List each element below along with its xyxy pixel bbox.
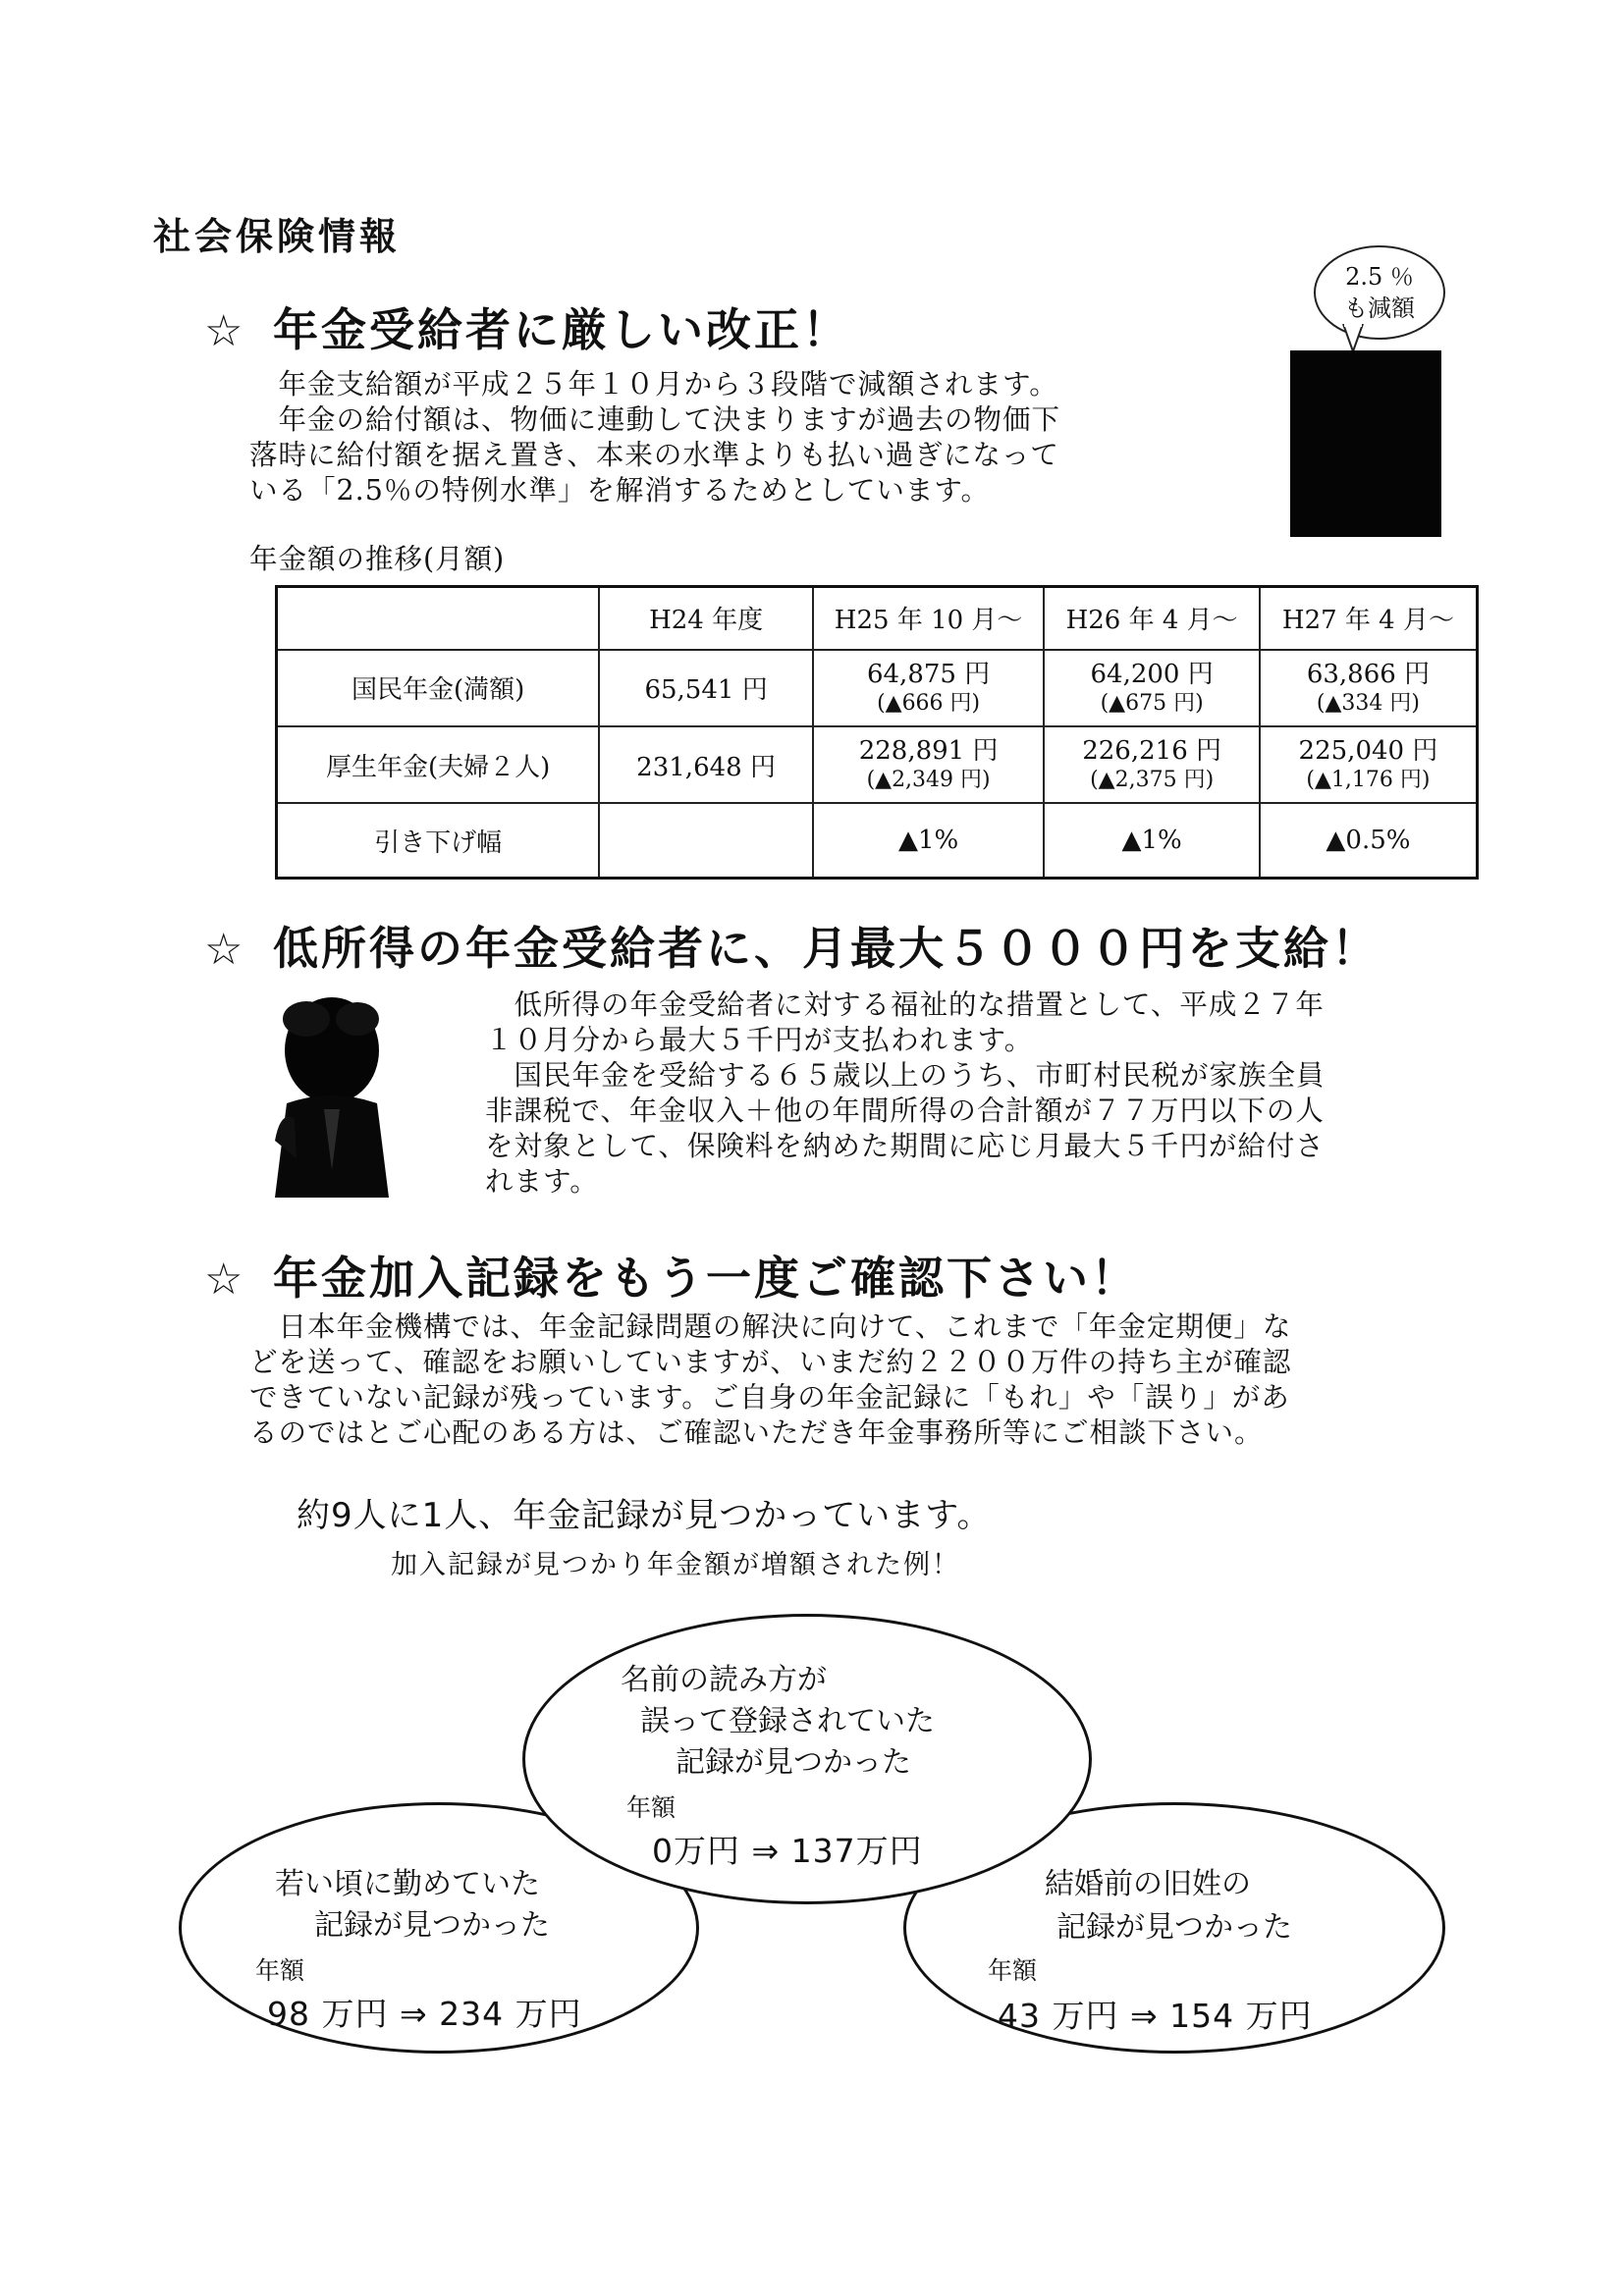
table-header-row [277,587,1478,650]
dark-illustration [1290,350,1441,537]
table-row [277,726,1478,803]
star-icon: ☆ [204,306,246,356]
example-left-amount: 98 万円 ⇒ 234 万円 [267,1995,582,2033]
table-header-cell: H24 年度 [599,587,813,650]
example-right-line: 記録が見つかった [1056,1910,1292,1945]
table-header-cell: H25 年 10 月～ [813,587,1044,650]
table-header-cell: H27 年 4 月～ [1260,587,1478,650]
row-label: 厚生年金(夫婦２人) [277,726,600,803]
article2-body [485,988,1326,1200]
row-label: 引き下げ幅 [277,803,600,878]
table-cell: ▲1% [813,803,1044,878]
article2-heading-text: 低所得の年金受給者に、月最大５０００円を支給！ [273,922,1380,975]
article1-heading [204,294,850,359]
section-label: 社会保険情報 [153,215,402,258]
pension-table [275,585,1479,880]
example-right-label: 年額 [988,1956,1038,1985]
h24-value: 231,648 円 [599,726,813,803]
example-top-line: 名前の読み方が [621,1663,827,1697]
example-top-amount: 0万円 ⇒ 137万円 [652,1832,923,1870]
article1-line: 落時に給付額を据え置き、本来の水準よりも払い過ぎになって [249,439,1059,471]
article1-line: いる「2.5％の特例水準」を解消するためとしています。 [249,474,991,507]
table-caption: 年金額の推移(月額) [249,543,506,575]
article3-line: どを送って、確認をお願いしていますが、いまだ約２２００万件の持ち主が確認 [249,1346,1292,1378]
bubble-line: も減額 [1344,294,1415,322]
subcallout: 加入記録が見つかり年金額が増額された例！ [391,1550,960,1580]
table-header-cell: H26 年 4 月～ [1044,587,1260,650]
example-right-amount: 43 万円 ⇒ 154 万円 [998,1997,1313,2035]
article3-line: できていない記録が残っています。ご自身の年金記録に「もれ」や「誤り」があ [249,1381,1290,1414]
table-cell: ▲1% [1044,803,1260,878]
article1-line: 年金支給額が平成２５年１０月から３段階で減額されます。 [249,368,1058,400]
callout: 約9人に1人、年金記録が見つかっています。 [297,1496,992,1535]
article2-line: 低所得の年金受給者に対する福祉的な措置として、平成２７年 [485,988,1325,1021]
table-header-cell [277,587,600,650]
table-cell: 64,875 円 (▲666 円) [813,650,1044,726]
example-right-line: 結婚前の旧姓の [1045,1867,1251,1901]
article3-heading-text: 年金加入記録をもう一度ご確認下さい！ [273,1252,1139,1305]
table-cell: 64,200 円 (▲675 円) [1044,650,1260,726]
article1-line: 年金の給付額は、物価に連動して決まりますが過去の物価下 [249,403,1061,436]
h24-value [599,803,813,878]
star-icon: ☆ [204,1255,246,1305]
table-cell: 225,040 円 (▲1,176 円) [1260,726,1478,803]
bubble-line: 2.5 ％ [1345,263,1414,291]
article1-body [249,367,1060,508]
table-cell: ▲0.5% [1260,803,1478,878]
example-left-label: 年額 [255,1956,305,1985]
article2-line: を対象として、保険料を納めた期間に応じ月最大５千円が給付さ [485,1130,1325,1162]
article3-line: るのではとご心配のある方は、ご確認いただき年金事務所等にご相談下さい。 [249,1416,1264,1449]
table-cell: 63,866 円 (▲334 円) [1260,650,1478,726]
article3-line: 日本年金機構では、年金記録問題の解決に向けて、これまで「年金定期便」な [249,1310,1292,1343]
article2-heading [204,913,1380,978]
article3-heading [204,1243,1139,1308]
example-top-line: 誤って登録されていた [640,1704,935,1738]
star-icon: ☆ [204,925,246,975]
example-left-line: 記録が見つかった [314,1908,550,1943]
speech-bubble [1314,245,1445,340]
article2-line: 非課税で、年金収入＋他の年間所得の合計額が７７万円以下の人 [485,1095,1325,1127]
example-top-label: 年額 [626,1793,677,1822]
article1-heading-text: 年金受給者に厳しい改正！ [273,303,850,356]
article2-line: れます。 [485,1165,599,1198]
example-left-line: 若い頃に勤めていた [275,1867,540,1901]
row-label: 国民年金(満額) [277,650,600,726]
h24-value: 65,541 円 [599,650,813,726]
person-illustration-icon [267,993,395,1200]
article2-line: １０月分から最大５千円が支払われます。 [485,1024,1034,1056]
table-cell: 226,216 円 (▲2,375 円) [1044,726,1260,803]
article2-line: 国民年金を受給する６５歳以上のうち、市町村民税が家族全員 [485,1059,1326,1092]
bubble-tail-icon [1341,324,1365,353]
table-row [277,650,1478,726]
table-cell: 228,891 円 (▲2,349 円) [813,726,1044,803]
table-row [277,803,1478,878]
example-top-line: 記録が見つかった [676,1745,911,1780]
article3-body [249,1309,1291,1451]
